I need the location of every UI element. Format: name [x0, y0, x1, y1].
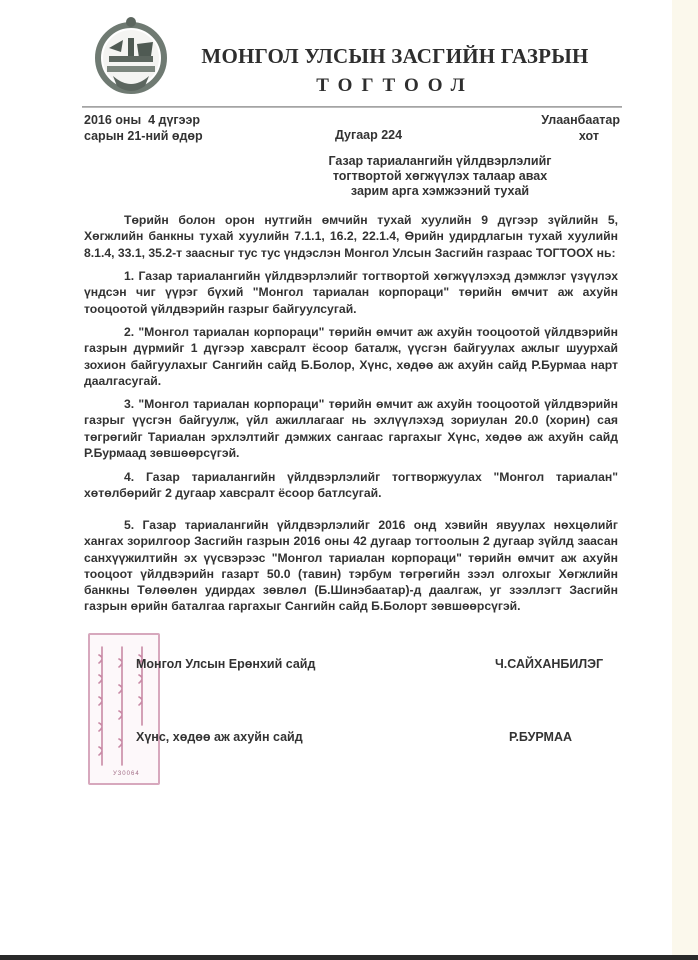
- document-date: [84, 112, 203, 144]
- date-line-2: сарын 21-ний өдөр: [84, 129, 203, 143]
- resolution-item-3: 3. "Монгол тариалан корпораци" төрийн өмчит аж ахуйн тооцоотой үйлдвэрийн газрыг үүсгэн байгуулж, үйл ажиллагааг нь эхлүүлэхэд зориулан 20.0 (хорин) сая төгрөгийг Тариалан эрхлэлтийг дэмжих сангаас гаргахыг Хүнс, хөдөө аж ахуйн сайд Р.Бурмаад зөвшөөрсүгэй.: [84, 397, 618, 460]
- document-issuer-title: МОНГОЛ УЛСЫН ЗАСГИЙН ГАЗРЫН: [201, 44, 589, 68]
- document-place: [500, 112, 620, 144]
- signatory-title-1: Монгол Улсын Ерөнхий сайд: [136, 657, 316, 671]
- document-number: Дугаар 224: [335, 128, 403, 142]
- signatory-name-2: Р.БУРМАА: [509, 730, 573, 744]
- subject-line-3: зарим арга хэмжээний тухай: [350, 184, 530, 198]
- preamble-paragraph: Төрийн болон орон нутгийн өмчийн тухай хуулийн 9 дүгээр зүйлийн 5, Хөгжлийн банкны тухай хуулийн 7.1.1, 16.2, 22.1.4, Өрийн удирдлагын тухай хуулийн 8.1.4, 33.1, 35.2-т заасныг тус тус үндэслэн Монгол Улсын Засгийн газраас ТОГТООХ нь:: [84, 213, 618, 260]
- place-line-1: Улаанбаатар: [541, 113, 620, 127]
- scan-bottom-edge: [0, 955, 698, 960]
- signatory-name-1: Ч.САЙХАНБИЛЭГ: [495, 657, 604, 671]
- header-divider: [82, 106, 622, 108]
- document-subject: [325, 154, 555, 199]
- subject-line-2: тогтвортой хөгжүүлэх талаар авах: [332, 169, 548, 183]
- state-emblem-icon: [95, 14, 167, 98]
- subject-line-1: Газар тариалангийн үйлдвэрлэлийг: [328, 154, 552, 168]
- resolution-item-5: 5. Газар тариалангийн үйлдвэрлэлийг 2016 онд хэвийн явуулах нөхцөлийг хангах зорилгоор Засгийн газрын 2016 оны 42 дугаар тогтоолын 2 дугаар зүйлд заасан санхүүжилтийн эх үүсвэрээс "Монгол тариалан корпораци" төрийн өмчит аж ахуйн тооцоот үйлдвэрийн газарт 50.0 (тавин) тэрбум төгрөгийн зээл олгохыг Хөгжлийн банкны Төлөөлөн удирдах зөвлөл (Б.Шинэбаатар)-д даалгаж, уг зээллэгт Засгийн газрын өрийн баталгаа гаргахыг Сангийн сайд Б.Болорт зөвшөөрсүгэй.: [84, 518, 618, 614]
- scan-edge-strip: [672, 0, 698, 955]
- stamp-code: УЗ0064: [113, 771, 140, 777]
- place-line-2: хот: [578, 129, 599, 143]
- date-line-1: 2016 оны 4 дүгээр: [84, 113, 201, 127]
- resolution-item-1: 1. Газар тариалангийн үйлдвэрлэлийг тогтвортой хөгжүүлэхэд дэмжлэг үзүүлэх үндсэн чиг үүрэг бүхий "Монгол тариалан корпораци" төрийн өмчит аж ахуйн тооцоотой үйлдвэрийн газрыг байгуулсугай.: [84, 269, 618, 316]
- signatory-title-2: Хүнс, хөдөө аж ахуйн сайд: [136, 730, 303, 744]
- resolution-item-4: 4. Газар тариалангийн үйлдвэрлэлийг тогтворжуулах "Монгол тариалан" хөтөлбөрийг 2 дугаар хавсралт ёсоор батлсугай.: [84, 470, 618, 501]
- resolution-item-2: 2. "Монгол тариалан корпораци" төрийн өмчит аж ахуйн тооцоотой үйлдвэрийн газрын дүрмийг 1 дүгээр хавсралт ёсоор баталж, үүсгэн байгуулах ажлыг шуурхай зохион байгуулахыг Сангийн сайд Б.Болор, Хүнс, хөдөө аж ахуйн сайд Р.Бурмаа нарт даалгасугай.: [84, 325, 618, 388]
- official-stamp: [88, 633, 160, 785]
- document-type-title: ТОГТООЛ: [316, 75, 474, 96]
